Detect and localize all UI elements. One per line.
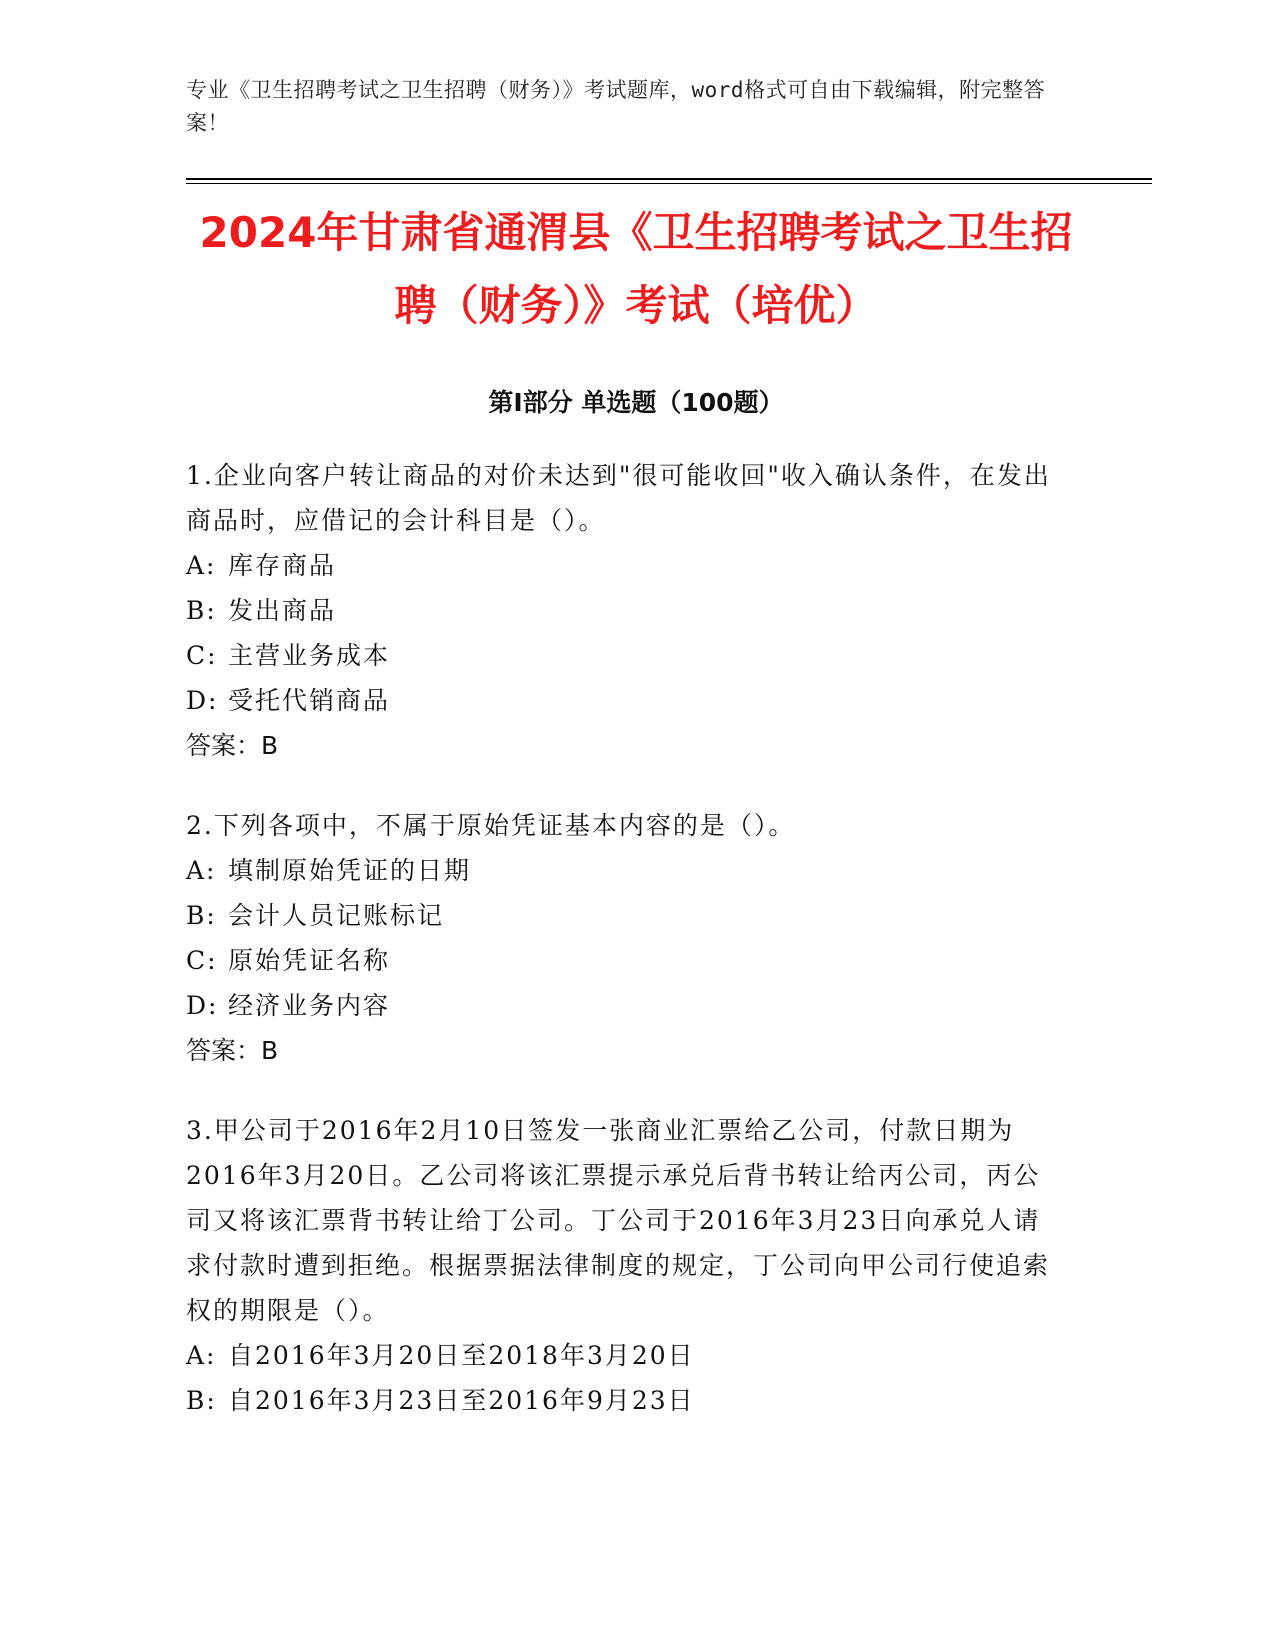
option-text: 会计人员记账标记 [228, 901, 445, 930]
question-2 [186, 803, 1066, 1073]
header-rule-thick [186, 178, 1152, 180]
option-d [186, 983, 1066, 1028]
option-b [186, 893, 1066, 938]
header-rule-thin [186, 183, 1152, 184]
option-letter: A: [186, 1341, 217, 1370]
option-text: 填制原始凭证的日期 [228, 856, 472, 885]
option-letter: D: [186, 991, 219, 1020]
option-letter: C: [186, 641, 218, 670]
option-letter: B: [186, 596, 217, 625]
option-letter: A: [186, 856, 217, 885]
option-a [186, 543, 1066, 588]
option-d [186, 678, 1066, 723]
section-title: 第I部分 单选题（100题） [488, 388, 784, 417]
option-text: 主营业务成本 [228, 641, 391, 670]
question-stem: 2.下列各项中，不属于原始凭证基本内容的是（）。 [186, 811, 796, 840]
option-letter: C: [186, 946, 218, 975]
option-text: 库存商品 [228, 551, 337, 580]
option-b [186, 588, 1066, 633]
header-note: 专业《卫生招聘考试之卫生招聘（财务）》考试题库，word格式可自由下载编辑，附完整答案！ [186, 78, 1046, 135]
option-letter: B: [186, 901, 217, 930]
option-text: 自2016年3月23日至2016年9月23日 [228, 1386, 695, 1415]
option-a [186, 848, 1066, 893]
question-stem: 3.甲公司于2016年2月10日签发一张商业汇票给乙公司，付款日期为2016年3月20日。乙公司将该汇票提示承兑后背书转让给丙公司，丙公司又将该汇票背书转让给丁公司。丁公司于2016年3月23日向承兑人请求付款时遭到拒绝。根据票据法律制度的规定，丁公司向甲公司行使追索权的期限是（）。 [186, 1116, 1051, 1325]
answer: 答案：B [186, 731, 279, 760]
answer: 答案：B [186, 1036, 279, 1065]
option-a [186, 1333, 1066, 1378]
option-c [186, 938, 1066, 983]
option-text: 原始凭证名称 [228, 946, 391, 975]
option-text: 受托代销商品 [228, 686, 391, 715]
question-1 [186, 453, 1066, 768]
document-title: 2024年甘肃省通渭县《卫生招聘考试之卫生招聘（财务）》考试（培优） [199, 208, 1073, 330]
option-text: 自2016年3月20日至2018年3月20日 [228, 1341, 695, 1370]
option-letter: D: [186, 686, 219, 715]
question-stem: 1.企业向客户转让商品的对价未达到"很可能收回"收入确认条件，在发出商品时，应借记的会计科目是（）。 [186, 461, 1051, 535]
option-c [186, 633, 1066, 678]
question-3 [186, 1108, 1066, 1423]
option-b [186, 1378, 1066, 1423]
option-letter: A: [186, 551, 217, 580]
option-text: 经济业务内容 [228, 991, 391, 1020]
option-text: 发出商品 [228, 596, 337, 625]
option-letter: B: [186, 1386, 217, 1415]
